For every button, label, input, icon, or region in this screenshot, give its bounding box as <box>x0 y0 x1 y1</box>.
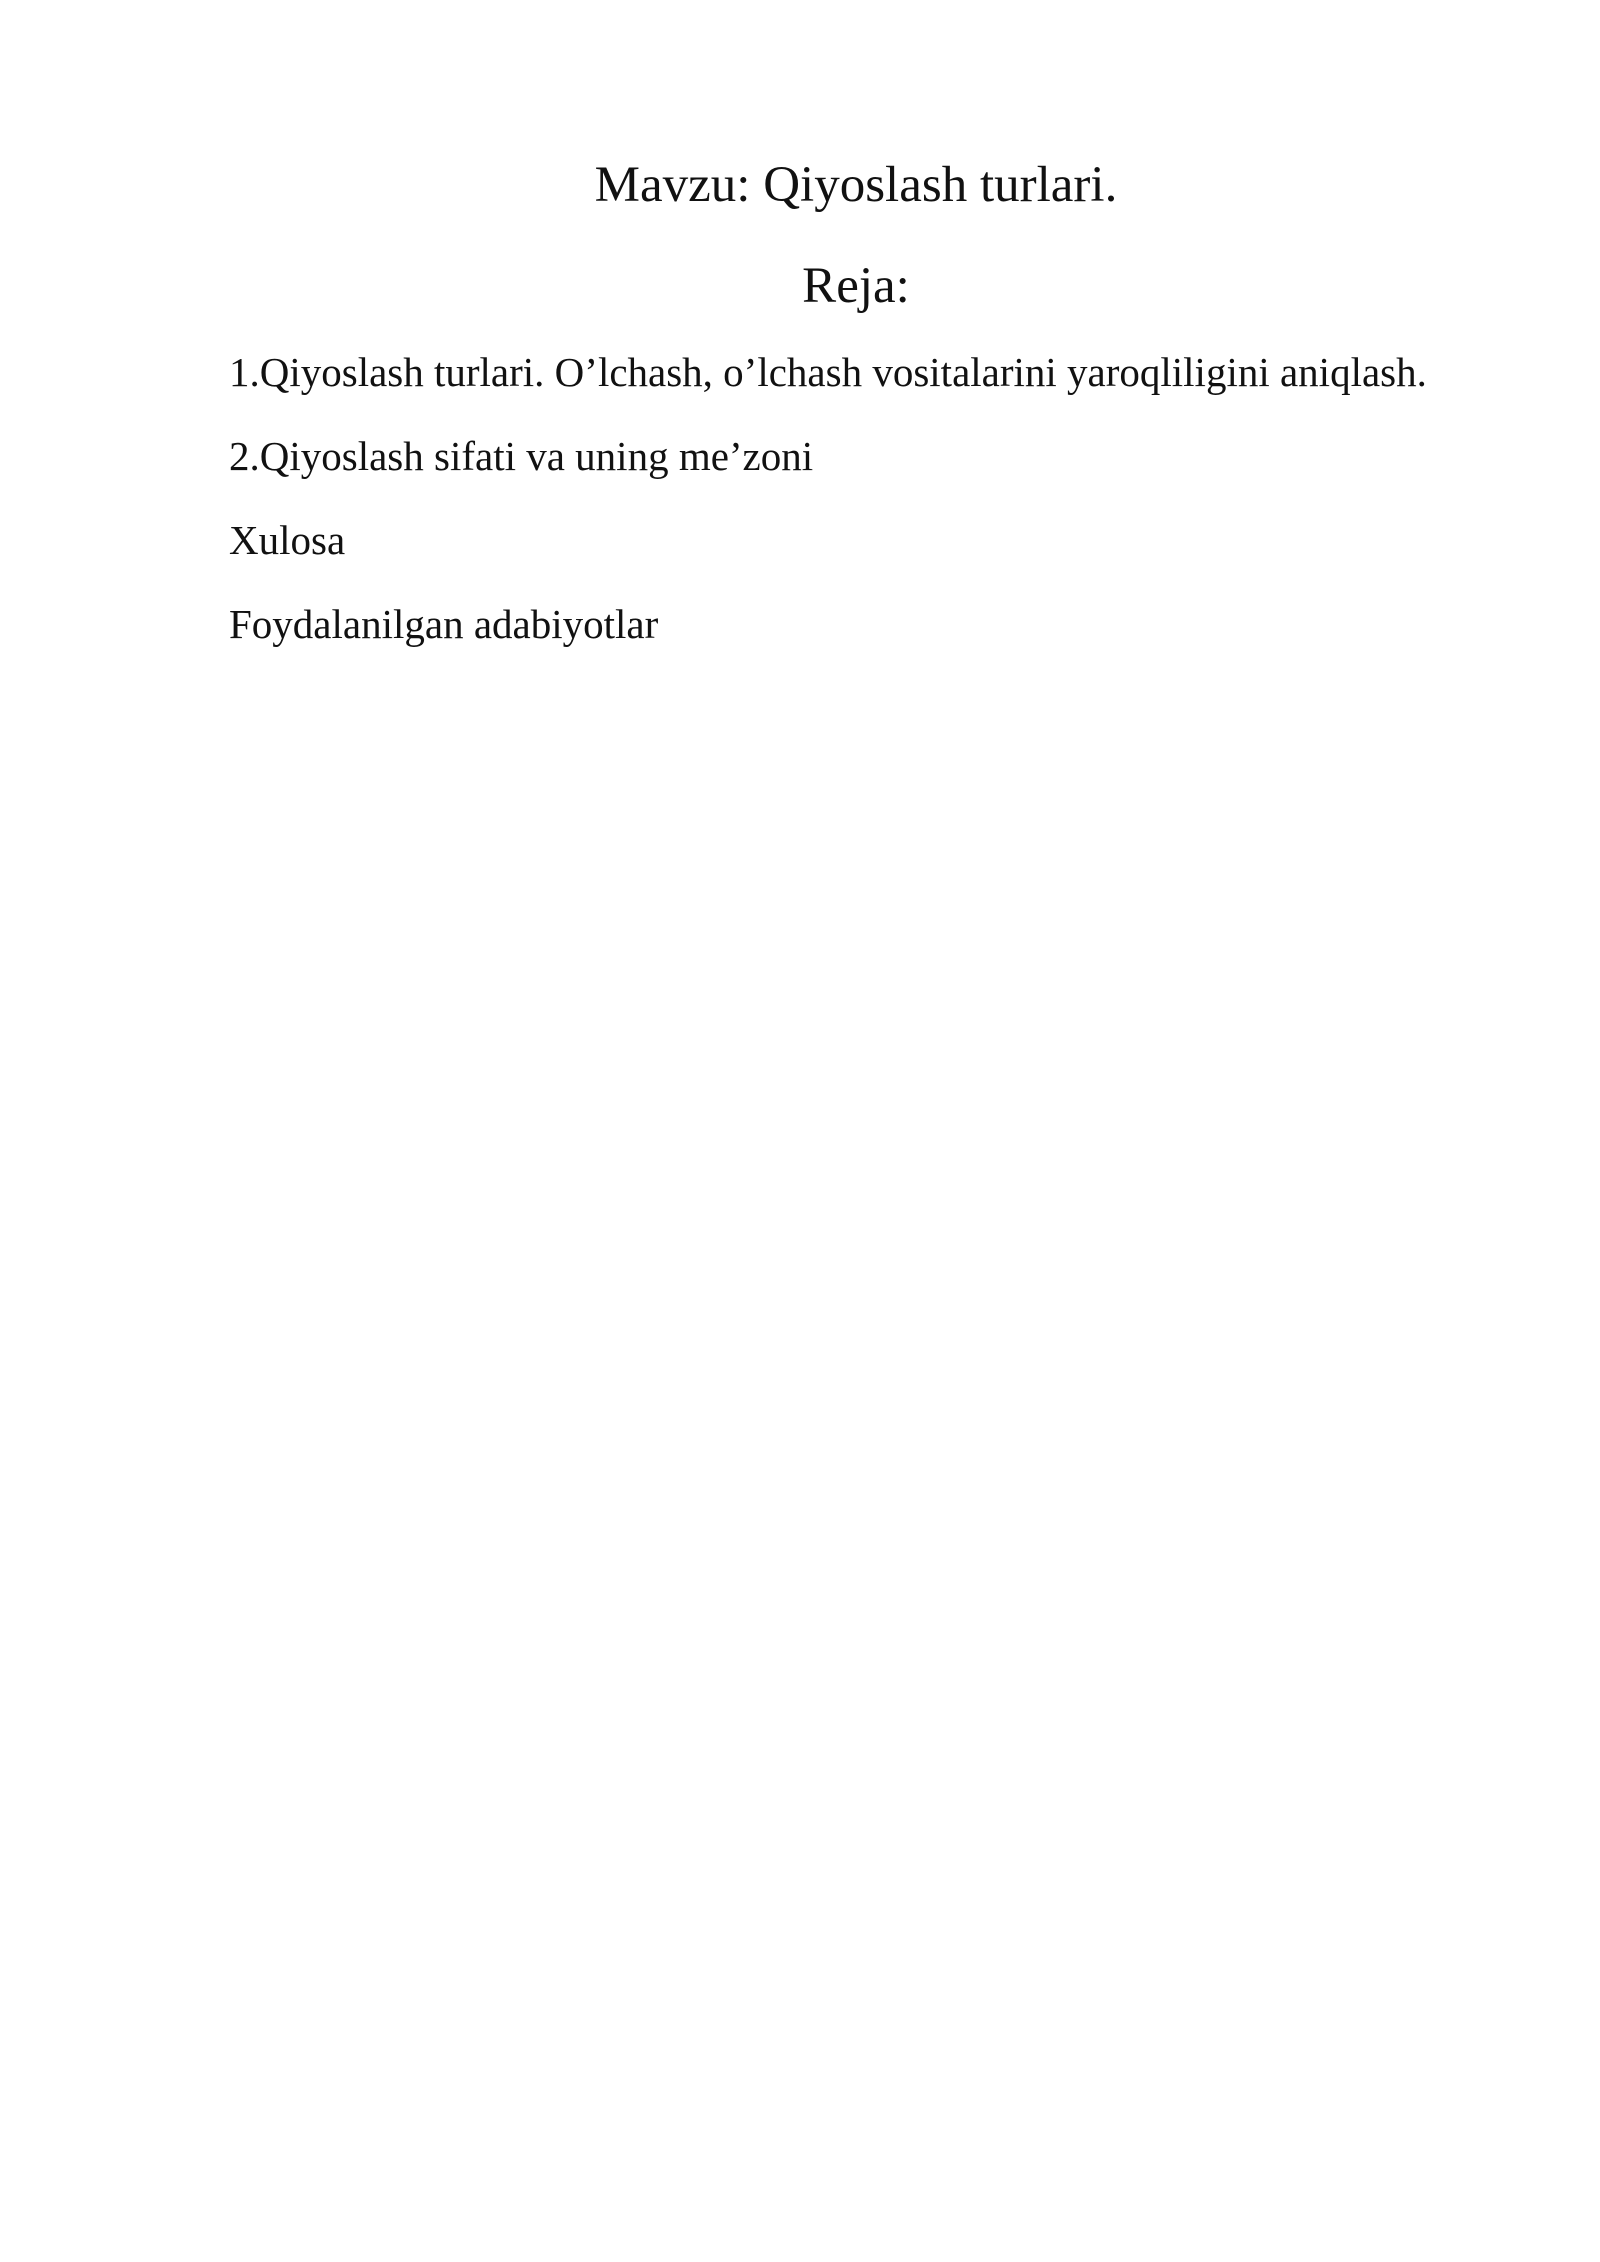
plan-item: 2.Qiyoslash sifati va uning me’zoni <box>229 433 814 479</box>
plan-item: Foydalanilgan adabiyotlar <box>229 601 659 647</box>
plan-item: 1.Qiyoslash turlari. O’lchash, o’lchash vositalarini yaroqliligini aniqlash. <box>229 349 1427 395</box>
page-title: Mavzu: Qiyoslash turlari. <box>594 157 1118 213</box>
plan-list <box>229 346 1427 682</box>
plan-heading: Reja: <box>802 258 910 314</box>
plan-item: Xulosa <box>229 517 346 563</box>
